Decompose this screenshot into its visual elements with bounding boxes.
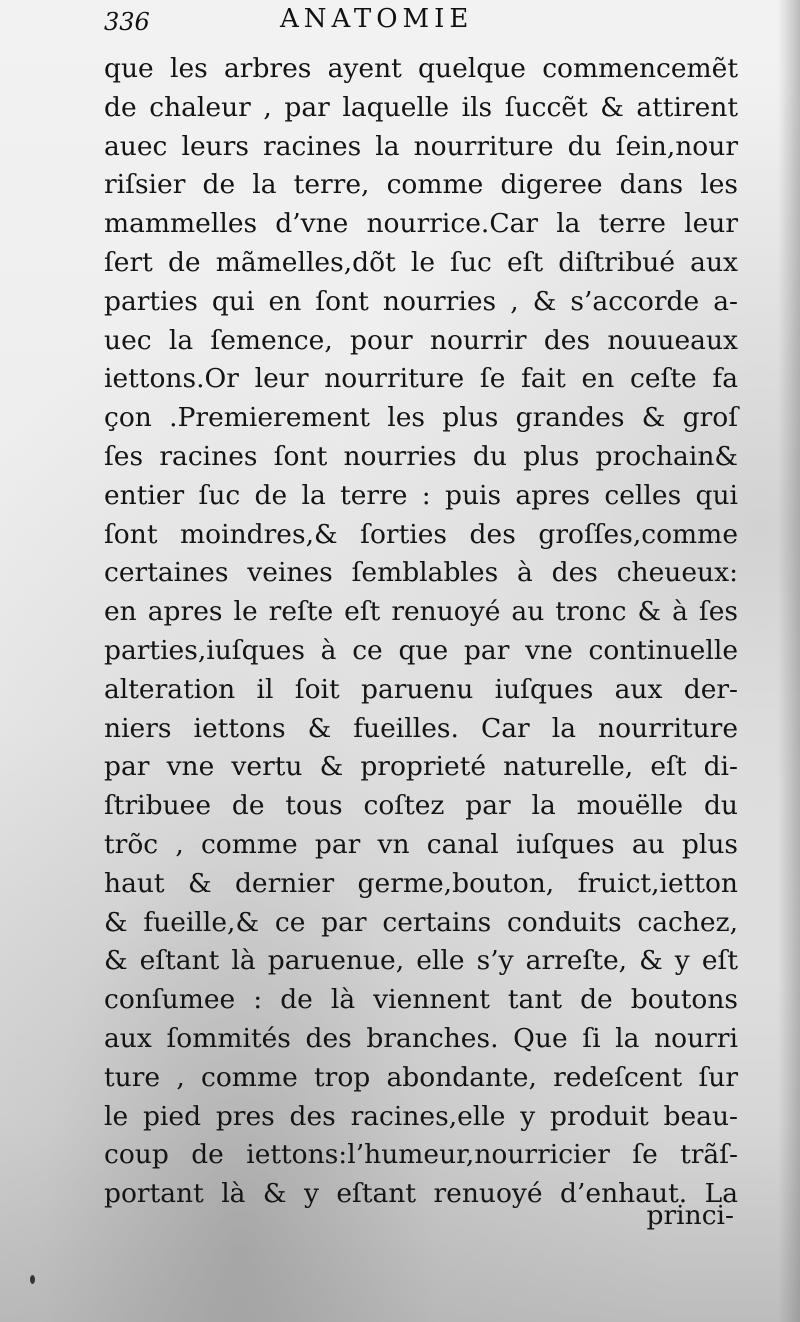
text-line: haut & dernier germe,bouton, fruict,ietton (104, 867, 738, 899)
text-line: çon .Premierement les plus grandes & groſ (104, 402, 738, 434)
text-line: aux ſommités des branches. Que ſi la nourri (104, 1022, 738, 1054)
text-line: ſes racines ſont nourries du plus prochain& (104, 440, 738, 472)
text-line: auec leurs racines la nourriture du ſein,nour (104, 130, 738, 162)
text-line: certaines veines ſemblables à des cheueux: (104, 557, 738, 589)
text-line: en apres le reſte eſt renuoyé au tronc & à ſes (104, 596, 738, 628)
text-line: ſont moindres,& ſorties des groſſes,comme (104, 518, 738, 550)
text-line: parties qui en ſont nourries , & s’accorde a- (104, 285, 738, 317)
text-line: alteration il ſoit paruenu iuſques aux der- (104, 673, 738, 705)
text-line: ſtribuee de tous coſtez par la mouëlle du (104, 790, 738, 822)
text-line: entier ſuc de la terre : puis apres celles qui (104, 479, 738, 511)
body-text (104, 50, 738, 1214)
catchword: princi- (646, 1200, 734, 1231)
text-line: parties,iuſques à ce que par vne continuelle (104, 634, 738, 666)
text-line: par vne vertu & proprieté naturelle, eſt di- (104, 751, 738, 783)
text-line: trõc , comme par vn canal iuſques au plus (104, 828, 738, 860)
text-line: mammelles d’vne nourrice.Car la terre leur (104, 208, 738, 240)
page-number: 336 (104, 8, 150, 36)
page-header (100, 4, 740, 38)
text-line: niers iettons & fueilles. Car la nourriture (104, 712, 738, 744)
text-line: ture , comme trop abondante, redeſcent ſur (104, 1061, 738, 1093)
text-line: le pied pres des racines,elle y produit beau- (104, 1100, 738, 1132)
text-line: & eſtant là paruenue, elle s’y arreſte, & y eſt (104, 945, 738, 977)
running-head: ANATOMIE (280, 4, 474, 34)
text-line: conſumee : de là viennent tant de boutons (104, 984, 738, 1016)
text-line: uec la ſemence, pour nourrir des nouueaux (104, 324, 738, 356)
text-line: de chaleur , par laquelle ils ſuccẽt & attirent (104, 91, 738, 123)
page-edge-shadow (778, 0, 800, 1322)
text-line: ſert de mãmelles,dõt le ſuc eſt diſtribué aux (104, 246, 738, 278)
text-line: portant là & y eſtant renuoyé d’enhaut. La (104, 1178, 738, 1210)
text-line: coup de iettons:l’humeur,nourricier ſe trãſ- (104, 1139, 738, 1171)
text-line: & fueille,& ce par certains conduits cachez, (104, 906, 738, 938)
ink-speck (30, 1275, 35, 1284)
text-line: riſsier de la terre, comme digeree dans les (104, 169, 738, 201)
text-line: iettons.Or leur nourriture ſe fait en ceſte fa (104, 363, 738, 395)
text-line: que les arbres ayent quelque commencemẽt (104, 53, 738, 84)
